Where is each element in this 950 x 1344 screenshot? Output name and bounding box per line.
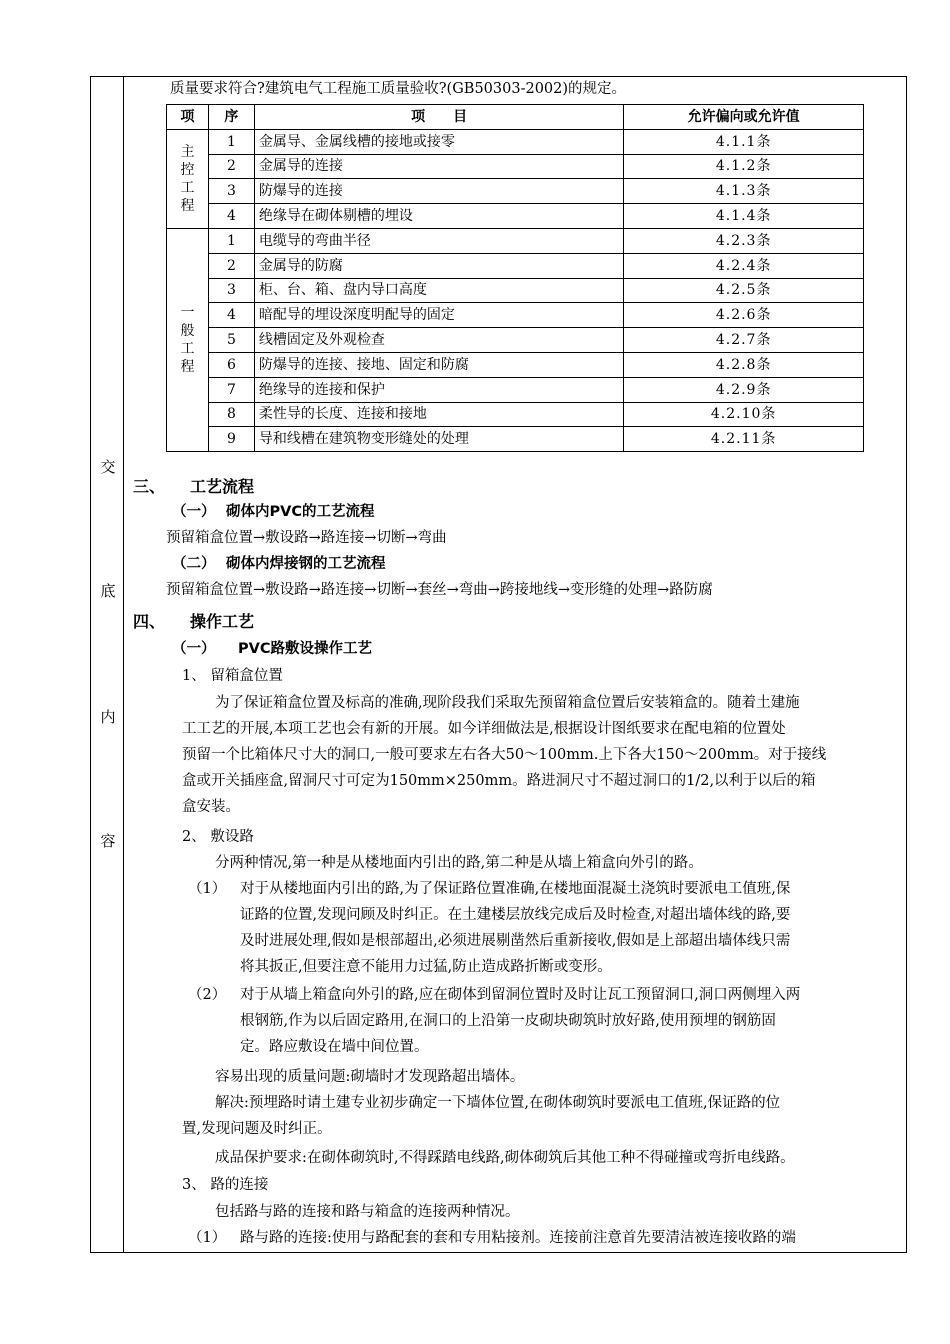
- section4-title: 操作工艺: [190, 612, 255, 631]
- item2-heading: 2、 敷设路: [182, 829, 254, 845]
- table-row: [167, 204, 864, 229]
- row-no: 7: [208, 377, 254, 402]
- section3-title: 工艺流程: [190, 477, 255, 496]
- header-group: 项: [167, 105, 209, 130]
- intro-line: 质量要求符合?建筑电气工程施工质量验收?(GB50303-2002)的规定。: [170, 81, 627, 97]
- row-item: 柔性导的长度、连接和接地: [254, 402, 623, 427]
- standards-table: [166, 104, 864, 452]
- paragraph-line: 置,发现问题及时纠正。: [182, 1121, 332, 1137]
- row-item: 柜、台、箱、盘内导口高度: [254, 278, 623, 303]
- paragraph-line: 分两种情况,第一种是从楼地面内引出的路,第二种是从墙上箱盒向外引的路。: [215, 855, 703, 871]
- table-header-row: [167, 105, 864, 130]
- group-general: 一 般 工 程: [167, 228, 209, 451]
- row-ref: 4.2.9条: [624, 377, 864, 402]
- row-ref: 4.2.3条: [624, 228, 864, 253]
- table-row: [167, 377, 864, 402]
- paragraph-line: 路与路的连接:使用与路配套的套和专用粘接剂。连接前注意首先要清洁被连接收路的端: [240, 1230, 796, 1246]
- paragraph-line: 包括路与路的连接和路与箱盒的连接两种情况。: [215, 1204, 520, 1220]
- paragraph-line: 根钢筋,作为以后固定路用,在洞口的上沿第一皮砌块砌筑时放好路,使用预埋的钢筋固: [240, 1013, 776, 1029]
- paragraph-line: 对于从墙上箱盒向外引的路,应在砌体到留洞位置时及时让瓦工预留洞口,洞口两侧埋入两: [240, 987, 801, 1003]
- row-item: 金属导的连接: [254, 154, 623, 179]
- row-item: 防爆导的连接、接地、固定和防腐: [254, 352, 623, 377]
- row-ref: 4.2.7条: [624, 328, 864, 353]
- side-label-char: 容: [100, 832, 116, 850]
- group-main-control: 主 控 工 程: [167, 129, 209, 228]
- row-item: 防爆导的连接: [254, 179, 623, 204]
- section4-sub1-number: （一）: [172, 641, 216, 657]
- row-item: 电缆导的弯曲半径: [254, 228, 623, 253]
- row-no: 3: [208, 179, 254, 204]
- row-ref: 4.2.4条: [624, 253, 864, 278]
- row-no: 1: [208, 129, 254, 154]
- table-row: [167, 228, 864, 253]
- row-no: 2: [208, 253, 254, 278]
- side-label-char: 内: [100, 708, 116, 726]
- side-column: [90, 76, 124, 1253]
- section3-number: 三、: [133, 477, 166, 496]
- table-row: [167, 129, 864, 154]
- header-allowance: 允许偏向或允许值: [624, 105, 864, 130]
- row-no: 6: [208, 352, 254, 377]
- row-ref: 4.2.8条: [624, 352, 864, 377]
- row-item: 导和线槽在建筑物变形缝处的处理: [254, 427, 623, 452]
- row-ref: 4.1.3条: [624, 179, 864, 204]
- table-row: [167, 427, 864, 452]
- row-no: 8: [208, 402, 254, 427]
- paragraph-line: 容易出现的质量问题:砌墙时才发现路超出墙体。: [215, 1069, 525, 1085]
- table-row: [167, 402, 864, 427]
- paragraph-line: 证路的位置,发现问顾及时纠正。在土建楼层放线完成后及时检查,对超出墙体线的路,要: [240, 907, 791, 923]
- paragraph-line: 工工艺的开展,本项工艺也会有新的开展。如今详细做法是,根据设计图纸要求在配电箱的位置处: [182, 721, 786, 737]
- table-row: [167, 328, 864, 353]
- table-row: [167, 253, 864, 278]
- section4-number: 四、: [133, 612, 166, 631]
- header-seq: 序: [208, 105, 254, 130]
- section4-sub1-title: PVC路敷设操作工艺: [238, 641, 372, 657]
- row-ref: 4.2.10条: [624, 402, 864, 427]
- item1-heading: 1、 留箱盒位置: [182, 668, 283, 684]
- row-item: 金属导、金属线槽的接地或接零: [254, 129, 623, 154]
- row-item: 绝缘导在砌体剔槽的埋设: [254, 204, 623, 229]
- section3-sub2-number: （二）: [172, 556, 216, 572]
- row-no: 5: [208, 328, 254, 353]
- row-item: 绝缘导的连接和保护: [254, 377, 623, 402]
- side-label-char: 底: [100, 582, 116, 600]
- paragraph-line: 成品保护要求:在砌体砌筑时,不得踩踏电线路,砌体砌筑后其他工种不得碰撞或弯折电线路。: [215, 1150, 795, 1166]
- row-no: 2: [208, 154, 254, 179]
- row-item: 线槽固定及外观检查: [254, 328, 623, 353]
- section3-sub1-number: （一）: [172, 504, 216, 520]
- paragraph-line: 对于从楼地面内引出的路,为了保证路位置准确,在楼地面混凝土浇筑时要派电工值班,保: [240, 881, 791, 897]
- list-number: （1）: [188, 1230, 227, 1246]
- paragraph-line: 为了保证箱盒位置及标高的准确,现阶段我们采取先预留箱盒位置后安装箱盒的。随着土建施: [215, 695, 800, 711]
- row-ref: 4.1.2条: [624, 154, 864, 179]
- row-ref: 4.2.6条: [624, 303, 864, 328]
- table-row: [167, 154, 864, 179]
- row-ref: 4.2.5条: [624, 278, 864, 303]
- paragraph-line: 预留一个比箱体尺寸大的洞口,一般可要求左右各大50～100mm.上下各大150～200mm。对于接线: [182, 747, 827, 763]
- table-row: [167, 179, 864, 204]
- list-number: （2）: [188, 987, 227, 1003]
- paragraph-line: 及时进展处理,假如是根部超出,必须进展剔凿然后重新接收,假如是上部超出墙体线只需: [240, 933, 791, 949]
- paragraph-line: 定。路应敷设在墙中间位置。: [240, 1039, 429, 1055]
- table-row: [167, 303, 864, 328]
- row-item: 暗配导的埋设深度明配导的固定: [254, 303, 623, 328]
- item3-heading: 3、 路的连接: [182, 1177, 269, 1193]
- row-ref: 4.1.4条: [624, 204, 864, 229]
- table-row: [167, 352, 864, 377]
- table-row: [167, 278, 864, 303]
- row-no: 1: [208, 228, 254, 253]
- flow2: 预留箱盒位置→敷设路→路连接→切断→套丝→弯曲→跨接地线→变形缝的处理→路防腐: [166, 582, 713, 598]
- header-item: 项 目: [254, 105, 623, 130]
- side-label-char: 交: [100, 458, 116, 476]
- row-no: 9: [208, 427, 254, 452]
- row-item: 金属导的防腐: [254, 253, 623, 278]
- row-ref: 4.2.11条: [624, 427, 864, 452]
- list-number: （1）: [188, 881, 227, 897]
- row-no: 3: [208, 278, 254, 303]
- row-ref: 4.1.1条: [624, 129, 864, 154]
- paragraph-line: 解决:预埋路时请土建专业初步确定一下墙体位置,在砌体砌筑时要派电工值班,保证路的位: [215, 1095, 781, 1111]
- row-no: 4: [208, 303, 254, 328]
- section3-sub1-title: 砌体内PVC的工艺流程: [226, 504, 375, 520]
- flow1: 预留箱盒位置→敷设路→路连接→切断→弯曲: [166, 530, 447, 546]
- paragraph-line: 盒安装。: [182, 799, 240, 815]
- row-no: 4: [208, 204, 254, 229]
- section3-sub2-title: 砌体内焊接钢的工艺流程: [226, 556, 386, 572]
- paragraph-line: 盒或开关插座盒,留洞尺寸可定为150mm×250mm。路进洞尺寸不超过洞口的1/2,以利于以后的箱: [182, 773, 816, 789]
- paragraph-line: 将其扳正,但要注意不能用力过猛,防止造成路折断或变形。: [240, 959, 612, 975]
